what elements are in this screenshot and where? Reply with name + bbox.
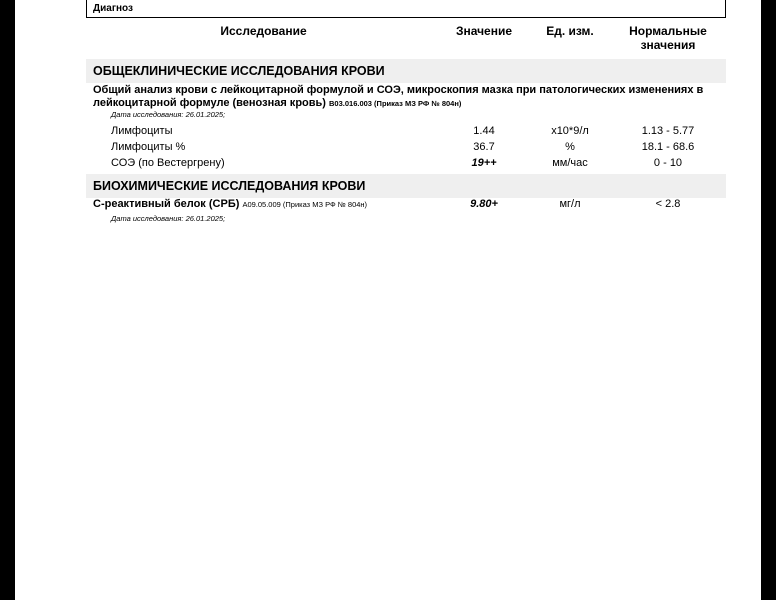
column-header-study: Исследование (220, 24, 307, 38)
row-value: 1.44 (473, 125, 495, 137)
test-title-cbc (93, 84, 723, 110)
row-value-flagged: 19++ (471, 157, 497, 169)
row-name: Лимфоциты % (111, 141, 186, 153)
row-name-crp (93, 197, 367, 212)
section-title-biochemistry: БИОХИМИЧЕСКИЕ ИССЛЕДОВАНИЯ КРОВИ (86, 174, 726, 198)
section-title-general-blood: ОБЩЕКЛИНИЧЕСКИЕ ИССЛЕДОВАНИЯ КРОВИ (86, 59, 726, 83)
row-value: 36.7 (473, 141, 495, 153)
row-norm: 0 - 10 (653, 157, 683, 169)
row-name: СОЭ (по Вестергрену) (111, 157, 225, 169)
table-row (15, 156, 761, 171)
row-value-flagged: 9.80+ (470, 198, 498, 210)
diagnosis-label: Диагноз (93, 3, 133, 14)
study-date-crp: Дата исследования: 26.01.2025; (111, 214, 226, 223)
row-unit: % (565, 141, 575, 153)
column-header-unit: Ед. изм. (546, 24, 594, 38)
row-norm: < 2.8 (655, 198, 681, 210)
row-name: С-реактивный белок (СРБ) (93, 198, 240, 210)
study-date-cbc: Дата исследования: 26.01.2025; (111, 110, 226, 119)
row-name: Лимфоциты (111, 125, 173, 137)
table-row (15, 197, 761, 212)
test-title-text: Общий анализ крови с лейкоцитарной формулой и СОЭ, микроскопия мазка при патологических изменениях в лейкоцитарной формуле (венозная кровь) (93, 84, 704, 109)
column-header-norm-line2: значения (640, 38, 696, 52)
table-row (15, 124, 761, 139)
column-header-norm (613, 24, 723, 52)
row-unit: x10*9/л (551, 125, 589, 137)
row-norm: 1.13 - 5.77 (641, 125, 695, 137)
column-header-value: Значение (455, 24, 513, 38)
document-page (15, 0, 761, 600)
table-row (15, 140, 761, 155)
row-norm: 18.1 - 68.6 (641, 141, 695, 153)
diagnosis-box (86, 0, 726, 18)
row-unit: мм/час (552, 157, 588, 169)
test-code: A09.05.009 (Приказ МЗ РФ № 804н) (242, 200, 368, 209)
column-header-norm-line1: Нормальные (629, 24, 707, 38)
row-unit: мг/л (559, 198, 581, 210)
test-code: B03.016.003 (Приказ МЗ РФ № 804н) (329, 99, 462, 108)
